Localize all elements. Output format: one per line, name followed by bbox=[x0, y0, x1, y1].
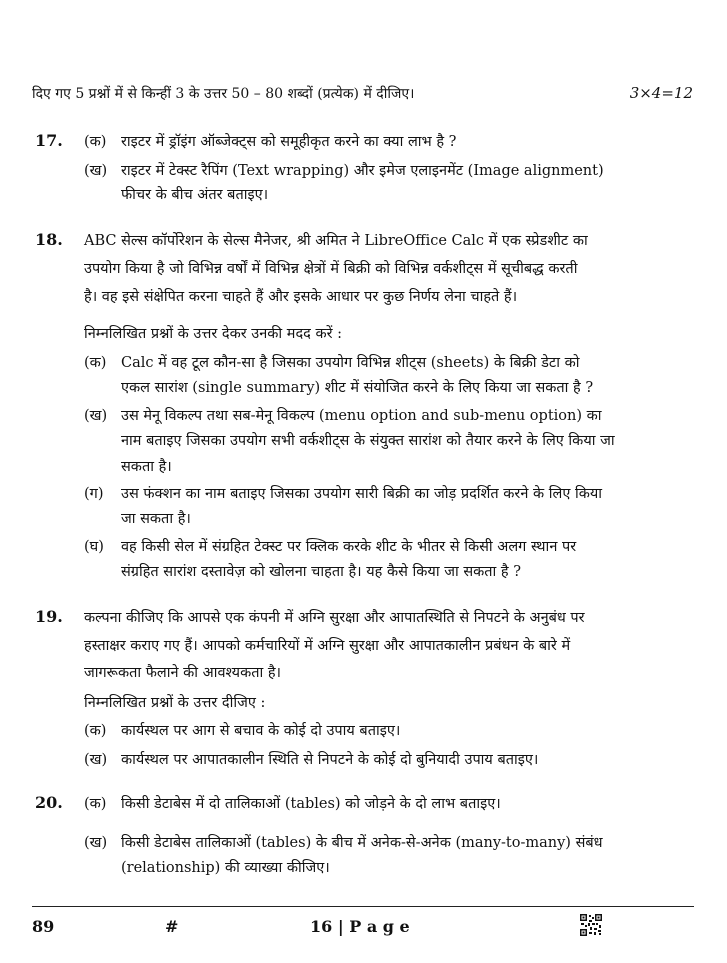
q17-a-label: (क) bbox=[84, 134, 107, 150]
q19-b-label: (ख) bbox=[84, 752, 108, 768]
q19-intro-line-3: जागरूकता फैलाने की आवश्यकता है। bbox=[84, 665, 282, 681]
q17-b-line-2: फीचर के बीच अंतर बताइए। bbox=[121, 187, 269, 203]
q18-intro-line-3: है। वह इसे संक्षेपित करना चाहते हैं और इसके आधार पर कुछ निर्णय लेना चाहते हैं। bbox=[84, 289, 518, 305]
question-17-number: 17. bbox=[35, 131, 63, 150]
q19-answer-text: निम्नलिखित प्रश्नों के उत्तर दीजिए : bbox=[84, 695, 266, 711]
q18-d-line-2: संग्रहित सारांश दस्तावेज़ को खोलना चाहता है। यह कैसे किया जा सकता है ? bbox=[121, 564, 521, 580]
question-18-number: 18. bbox=[35, 230, 63, 249]
q19-a-text: कार्यस्थल पर आग से बचाव के कोई दो उपाय बताइए। bbox=[121, 723, 401, 739]
q18-d-line-1: वह किसी सेल में संग्रहित टेक्स्ट पर क्लिक करके शीट के भीतर से किसी अलग स्थान पर bbox=[121, 539, 577, 555]
q18-intro-line-1: ABC सेल्स कॉर्पोरेशन के सेल्स मैनेजर, श्री अमित ने LibreOffice Calc में एक स्प्रेडशीट का bbox=[84, 233, 588, 249]
q18-intro-line-2: उपयोग किया है जो विभिन्न वर्षों में विभिन्न क्षेत्रों में बिक्री को विभिन्न वर्कशीट्स में सूचीबद्ध करती bbox=[84, 261, 578, 277]
q17-b-label: (ख) bbox=[84, 163, 108, 179]
q18-b-line-1: उस मेनू विकल्प तथा सब-मेनू विकल्प (menu option and sub-menu option) का bbox=[121, 408, 602, 424]
q19-intro-line-2: हस्ताक्षर कराए गए हैं। आपको कर्मचारियों में अग्नि सुरक्षा और आपातकालीन प्रबंधन के बारे में bbox=[84, 638, 571, 654]
q18-b-line-2: नाम बताइए जिसका उपयोग सभी वर्कशीट्स के संयुक्त सारांश को तैयार करने के लिए किया जा bbox=[121, 433, 615, 449]
q18-b-line-3: सकता है। bbox=[121, 459, 172, 475]
q19-b-text: कार्यस्थल पर आपातकालीन स्थिति से निपटने के कोई दो बुनियादी उपाय बताइए। bbox=[121, 752, 539, 768]
q18-a-label: (क) bbox=[84, 355, 107, 371]
footer-hash: # bbox=[165, 917, 179, 936]
q19-a-label: (क) bbox=[84, 723, 107, 739]
q18-c-line-2: जा सकता है। bbox=[121, 511, 191, 527]
q17-b-line-1: राइटर में टेक्स्ट रैपिंग (Text wrapping) और इमेज एलाइनमेंट (Image alignment) bbox=[121, 163, 604, 179]
q18-b-label: (ख) bbox=[84, 408, 108, 424]
q18-a-line-2: एकल सारांश (single summary) शीट में संयोजित करने के लिए किया जा सकता है ? bbox=[121, 380, 594, 396]
question-19-number: 19. bbox=[35, 607, 63, 626]
q18-help-text: निम्नलिखित प्रश्नों के उत्तर देकर उनकी मदद करें : bbox=[84, 326, 343, 342]
q20-b-line-2: (relationship) की व्याख्या कीजिए। bbox=[121, 860, 330, 876]
q18-d-label: (घ) bbox=[84, 539, 104, 555]
q18-a-line-1: Calc में वह टूल कौन-सा है जिसका उपयोग विभिन्न शीट्स (sheets) के बिक्री डेटा को bbox=[121, 355, 580, 371]
question-20-number: 20. bbox=[35, 793, 63, 812]
q17-a-text: राइटर में ड्रॉइंग ऑब्जेक्ट्स को समूहीकृत करने का क्या लाभ है ? bbox=[121, 134, 457, 150]
q20-b-line-1: किसी डेटाबेस तालिकाओं (tables) के बीच में अनेक-से-अनेक (many-to-many) संबंध bbox=[121, 835, 603, 851]
qr-code-icon bbox=[580, 914, 602, 936]
footer-code: 89 bbox=[32, 917, 55, 936]
marks-allocation: 3×4=12 bbox=[629, 84, 693, 102]
q19-intro-line-1: कल्पना कीजिए कि आपसे एक कंपनी में अग्नि सुरक्षा और आपातस्थिति से निपटने के अनुबंध पर bbox=[84, 610, 585, 626]
q18-c-line-1: उस फंक्शन का नाम बताइए जिसका उपयोग सारी बिक्री का जोड़ प्रदर्शित करने के लिए किया bbox=[121, 486, 603, 502]
instruction-text: दिए गए 5 प्रश्नों में से किन्हीं 3 के उत्तर 50 – 80 शब्दों (प्रत्येक) में दीजिए। bbox=[32, 86, 415, 102]
q20-a-label: (क) bbox=[84, 796, 107, 812]
q20-a-text: किसी डेटाबेस में दो तालिकाओं (tables) को जोड़ने के दो लाभ बताइए। bbox=[121, 796, 501, 812]
q18-c-label: (ग) bbox=[84, 486, 104, 502]
q20-b-label: (ख) bbox=[84, 835, 108, 851]
footer-divider bbox=[32, 906, 694, 907]
footer-page-number: 16 | P a g e bbox=[310, 917, 410, 936]
